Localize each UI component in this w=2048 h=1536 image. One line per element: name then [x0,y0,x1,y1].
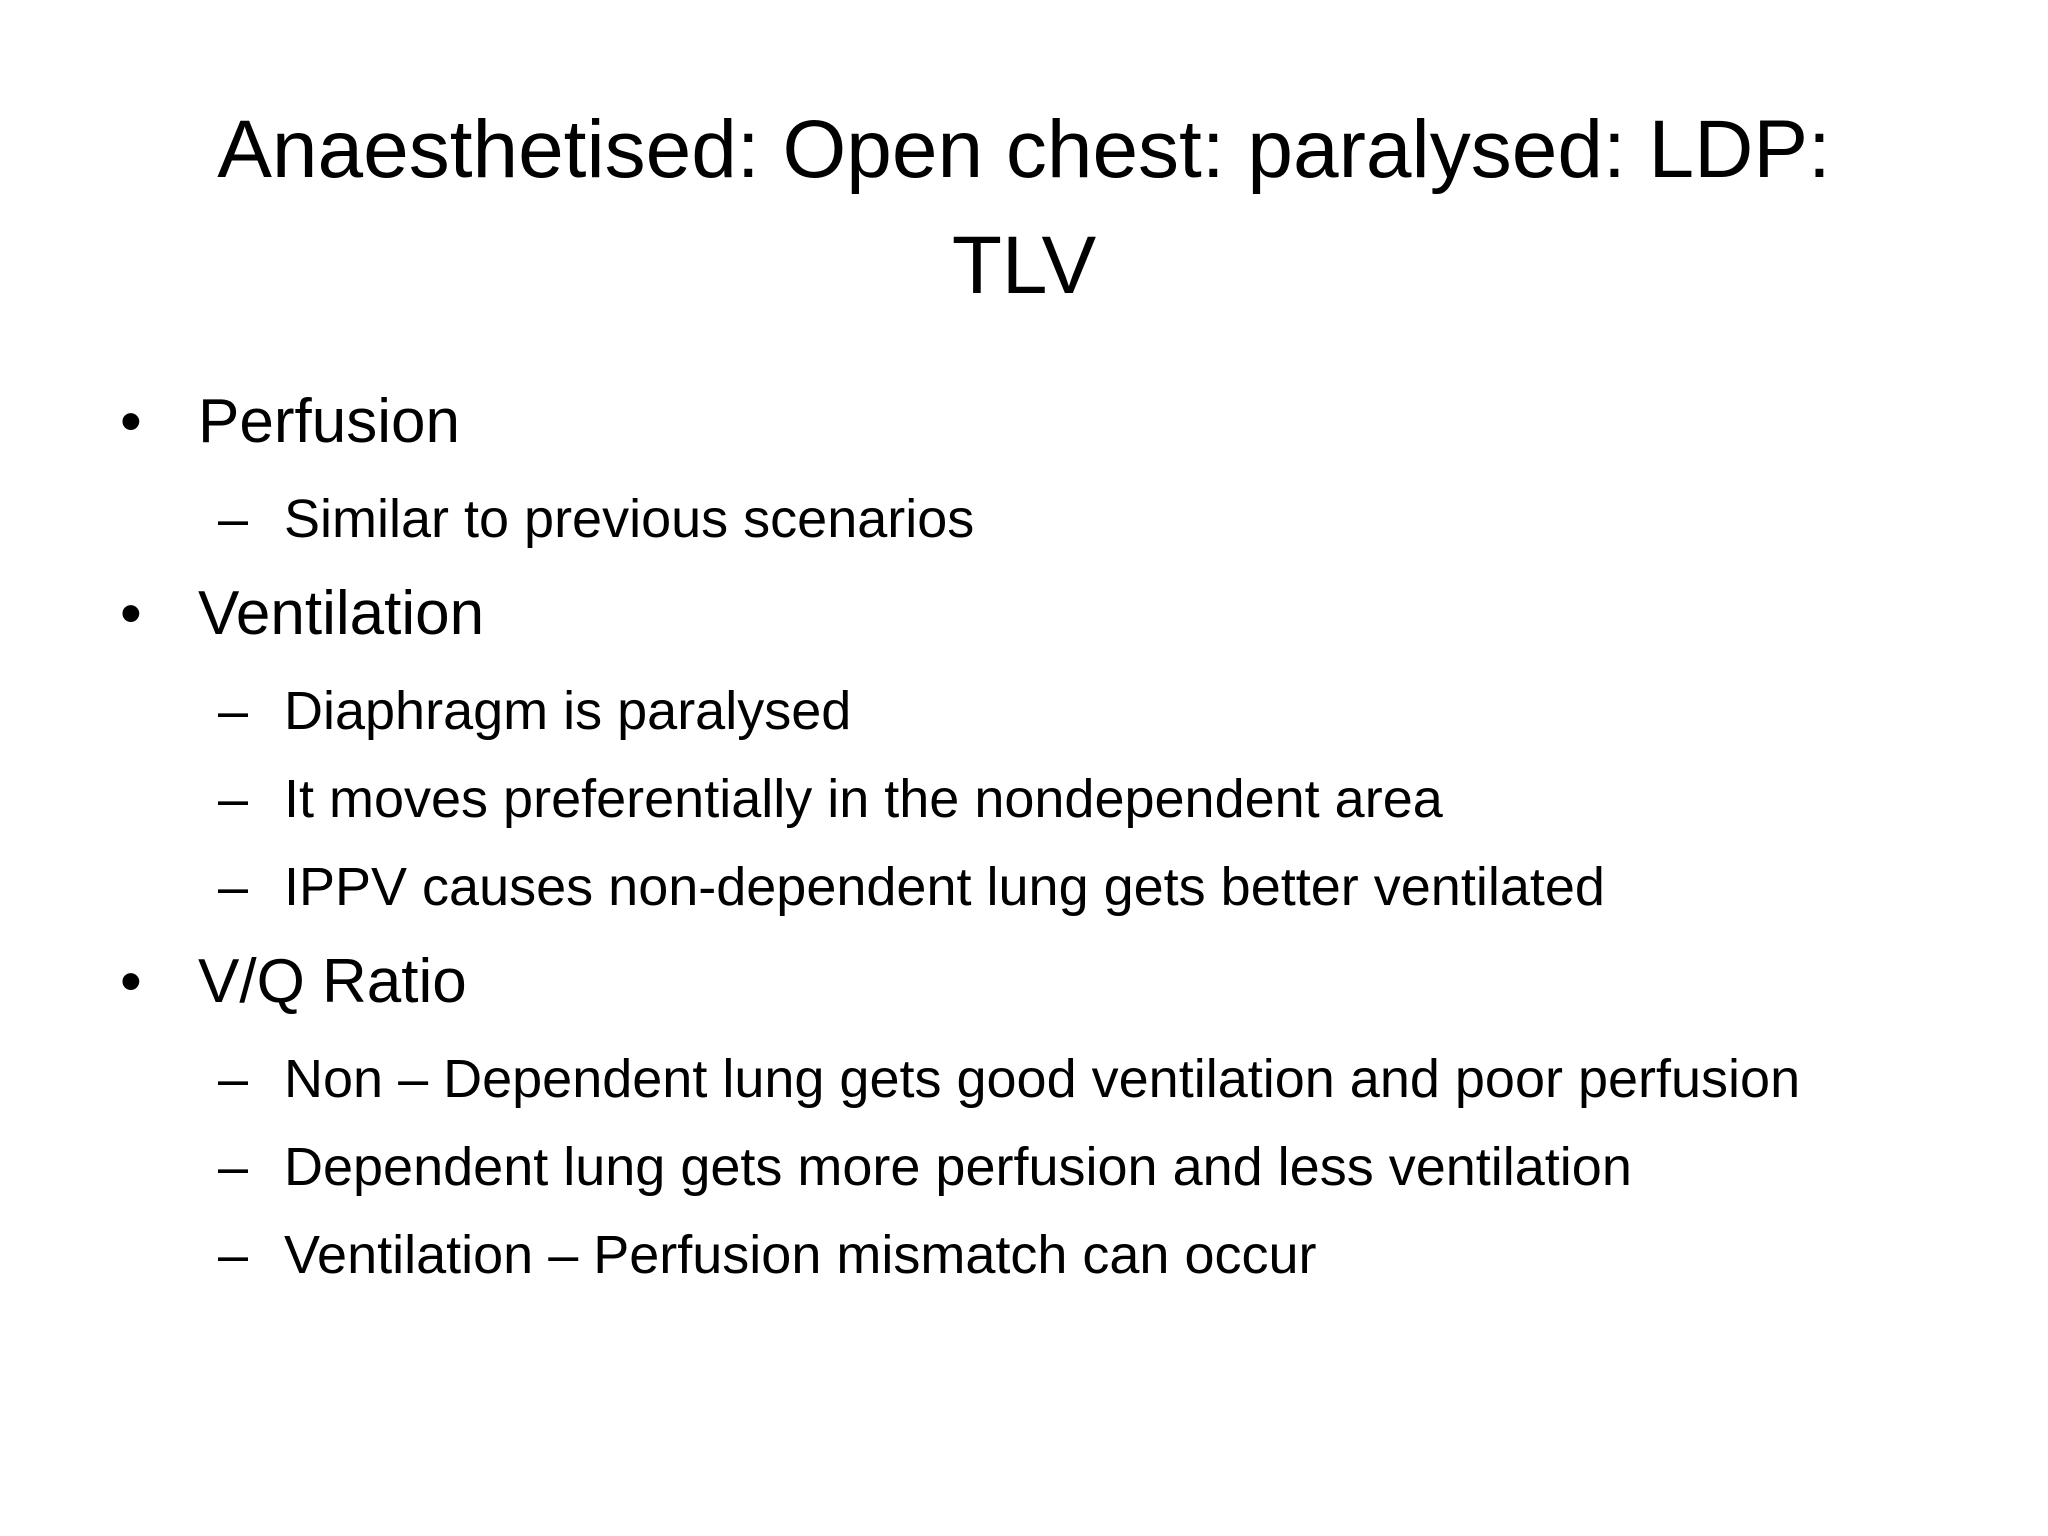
dash-icon: – [218,1137,249,1197]
slide-title-line-1: Anaesthetised: Open chest: paralysed: LDP: [217,104,1831,195]
sub-point-text: It moves preferentially in the nondependent area [284,769,1443,829]
sub-point-text: Diaphragm is paralysed [284,681,852,741]
bullet-perfusion [120,374,1920,470]
dash-icon: – [218,681,249,741]
dash-icon: – [218,857,249,917]
dash-icon: – [218,489,249,549]
dash-icon: – [218,769,249,829]
sub-point-text: Non – Dependent lung gets good ventilation and poor perfusion [284,1049,1801,1109]
sub-point-text: Similar to previous scenarios [284,489,975,549]
sub-point-text: Ventilation – Perfusion mismatch can occur [284,1225,1317,1285]
slide-title-line-2: TLV [951,220,1097,311]
sub-point [120,1040,1844,1118]
sub-point [120,1216,1920,1294]
sub-point [120,1128,1920,1206]
bullet-text: V/Q Ratio [198,947,467,1016]
bullet-icon: • [120,387,142,456]
sub-point [120,848,1920,926]
dash-icon: – [218,1049,249,1109]
sub-point [120,672,1920,750]
sub-point-text: Dependent lung gets more perfusion and less ventilation [284,1137,1632,1197]
bullet-icon: • [120,947,142,1016]
sub-point [120,480,1920,558]
slide-title [140,92,1908,324]
bullet-text: Ventilation [198,579,485,648]
bullet-text: Perfusion [198,387,460,456]
slide-body [120,374,1920,1294]
sub-point-text: IPPV causes non-dependent lung gets better ventilated [284,857,1605,917]
bullet-vq-ratio [120,934,1920,1030]
bullet-ventilation [120,566,1920,662]
bullet-icon: • [120,579,142,648]
sub-point [120,760,1920,838]
dash-icon: – [218,1225,249,1285]
